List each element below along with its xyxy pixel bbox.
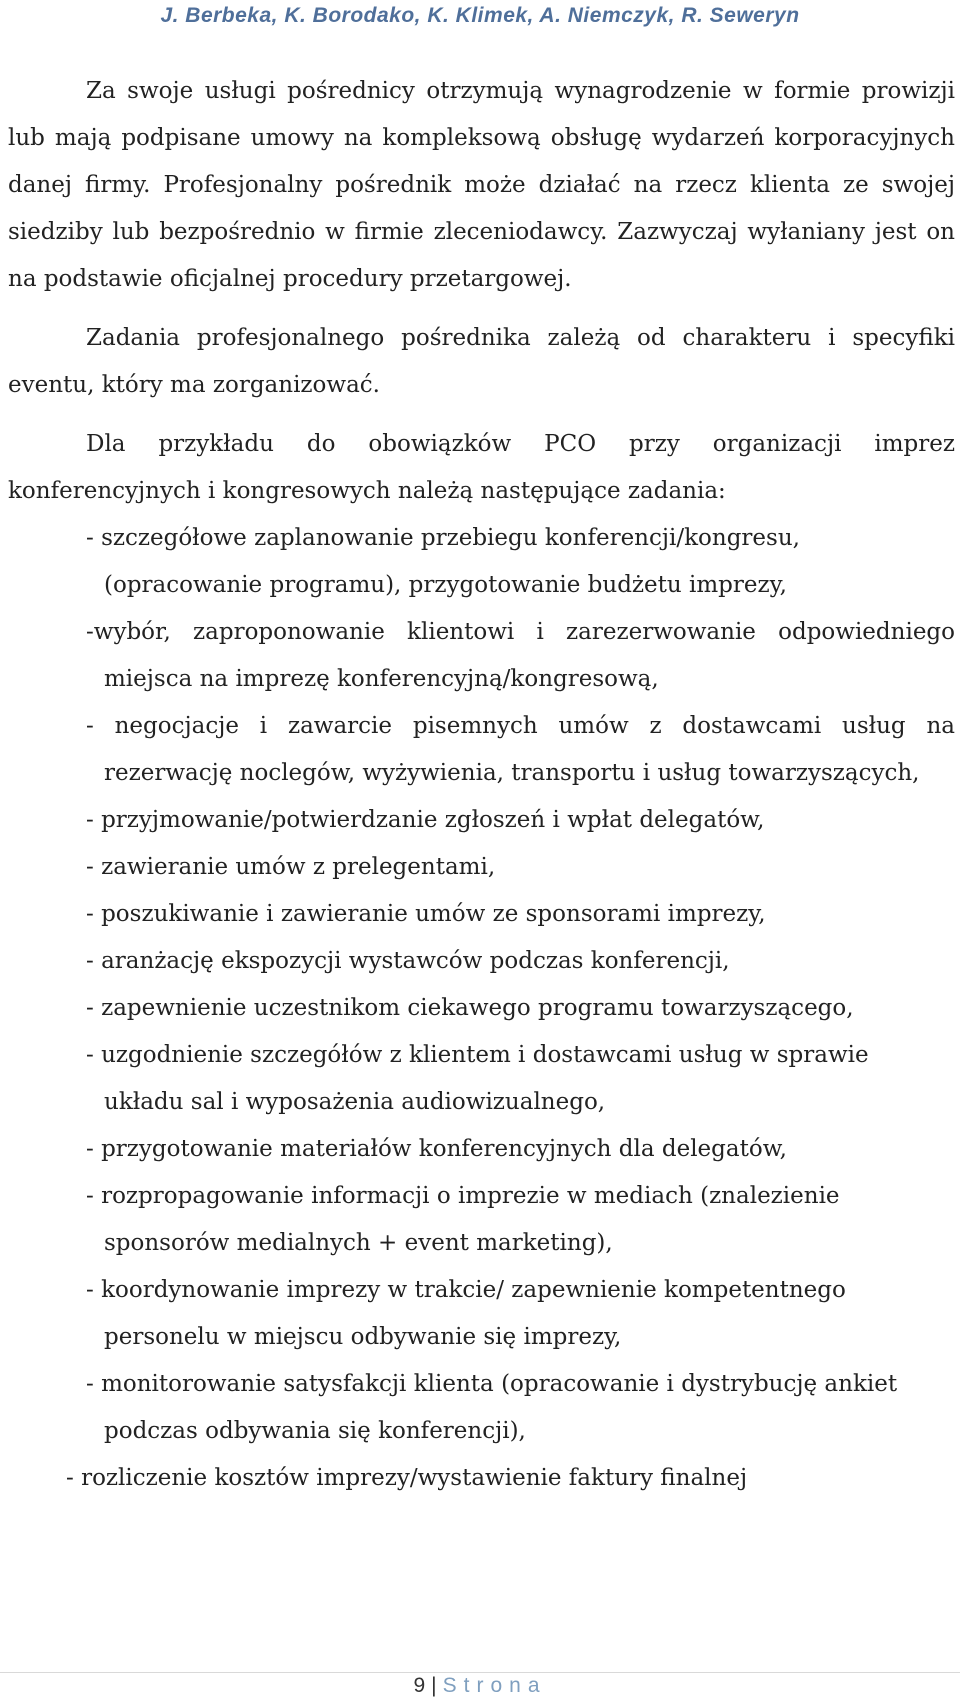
list-item: - przyjmowanie/potwierdzanie zgłoszeń i wpłat delegatów,	[86, 807, 765, 833]
paragraph-intermediary-remuneration: Za swoje usługi pośrednicy otrzymują wynagrodzenie w formie prowizji lub mają podpisane umowy na kompleksową obsługę wydarzeń korporacyjnych danej firmy. Profesjonalny pośrednik może działać na rzecz klienta ze swojej siedziby lub bezpośrednio w firmie zleceniodawcy. Zazwyczaj wyłaniany jest on na podstawie oficjalnej procedury przetargowej.	[8, 78, 955, 292]
list-item: - monitorowanie satysfakcji klienta (opracowanie i dystrybucję ankiet podczas odbywania się konferencji),	[86, 1371, 898, 1444]
footer-separator: |	[431, 1674, 437, 1697]
list-item: - koordynowanie imprezy w trakcie/ zapewnienie kompetentnego personelu w miejscu odbywanie się imprezy,	[86, 1277, 846, 1350]
page-footer	[0, 1674, 960, 1698]
list-item: - poszukiwanie i zawieranie umów ze sponsorami imprezy,	[86, 901, 766, 927]
list-item: - rozpropagowanie informacji o imprezie w mediach (znalezienie sponsorów medialnych + event marketing),	[86, 1183, 840, 1256]
list-item: - zapewnienie uczestnikom ciekawego programu towarzyszącego,	[86, 995, 854, 1021]
list-item: -wybór, zaproponowanie klientowi i zarezerwowanie odpowiedniego miejsca na imprezę konferencyjną/kongresową,	[86, 619, 955, 692]
page-number: 9	[413, 1674, 426, 1697]
paragraph-intermediary-tasks: Zadania profesjonalnego pośrednika zależą od charakteru i specyfiki eventu, który ma zorganizować.	[8, 325, 955, 398]
body-text	[8, 68, 955, 1502]
paragraph-pco-duties-intro: Dla przykładu do obowiązków PCO przy organizacji imprez konferencyjnych i kongresowych należą następujące zadania:	[8, 431, 955, 504]
list-item: - przygotowanie materiałów konferencyjnych dla delegatów,	[86, 1136, 787, 1162]
list-item: - szczegółowe zaplanowanie przebiegu konferencji/kongresu, (opracowanie programu), przygotowanie budżetu imprezy,	[86, 525, 800, 598]
list-item: - zawieranie umów z prelegentami,	[86, 854, 496, 880]
pco-task-list	[8, 515, 955, 1502]
list-item: - rozliczenie kosztów imprezy/wystawienie faktury finalnej	[66, 1465, 748, 1491]
running-header-authors: J. Berbeka, K. Borodako, K. Klimek, A. Niemczyk, R. Seweryn	[160, 4, 800, 27]
list-item: - aranżację ekspozycji wystawców podczas konferencji,	[86, 948, 730, 974]
footer-page-label: Strona	[442, 1674, 547, 1697]
footer-divider	[0, 1672, 960, 1673]
list-item: - uzgodnienie szczegółów z klientem i dostawcami usług w sprawie układu sal i wyposażenia audiowizualnego,	[86, 1042, 869, 1115]
list-item: - negocjacje i zawarcie pisemnych umów z dostawcami usług na rezerwację noclegów, wyżywienia, transportu i usług towarzyszących,	[86, 713, 955, 786]
